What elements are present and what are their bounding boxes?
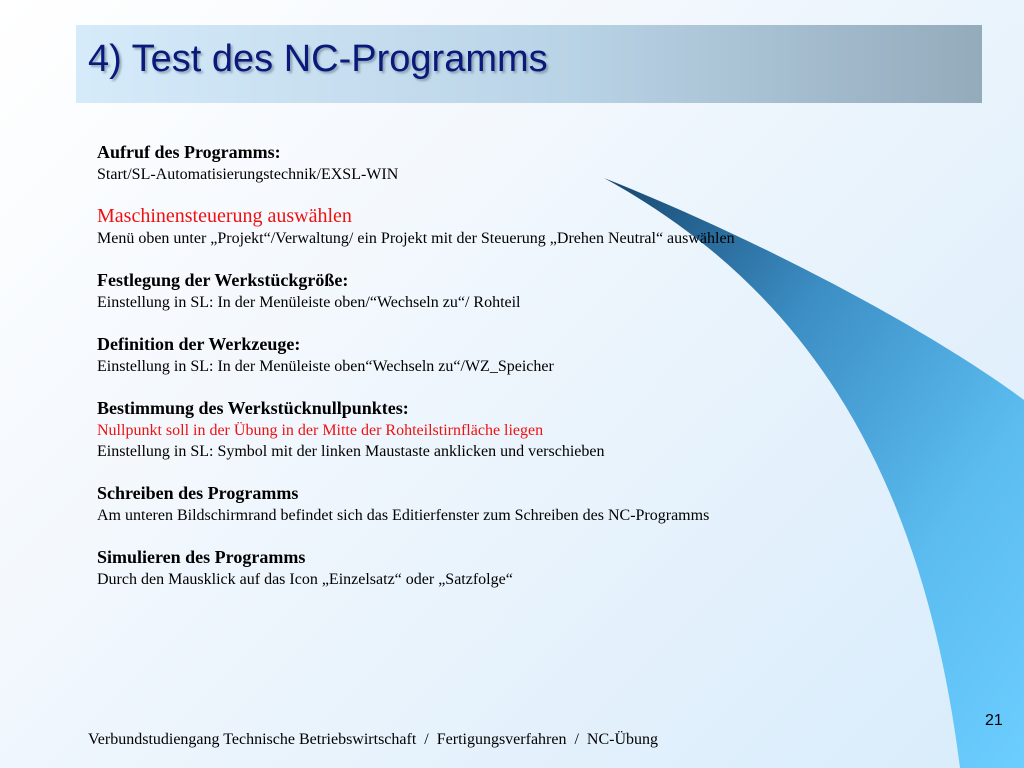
section-heading: Schreiben des Programms: [97, 483, 299, 503]
section-heading: Bestimmung des Werkstücknullpunktes:: [97, 398, 409, 418]
section-zero-point: [97, 396, 957, 462]
footer-course: Verbundstudiengang Technische Betriebswirtschaft: [88, 731, 417, 748]
section-heading: Definition der Werkzeuge:: [97, 334, 301, 354]
section-text: Durch den Mausklick auf das Icon „Einzelsatz“ oder „Satzfolge“: [97, 571, 513, 588]
section-text: Einstellung in SL: In der Menüleiste oben/“Wechseln zu“/ Rohteil: [97, 294, 521, 311]
section-heading: Simulieren des Programms: [97, 547, 306, 567]
section-machine-control: [97, 204, 957, 249]
page-number: 21: [985, 712, 1003, 729]
section-tools: [97, 332, 957, 377]
footer-topic: NC-Übung: [586, 731, 659, 748]
section-heading: Aufruf des Programms:: [97, 142, 281, 162]
slide-content: [97, 140, 957, 609]
section-text: Am unteren Bildschirmrand befindet sich das Editierfenster zum Schreiben des NC-Programms: [97, 507, 710, 524]
section-text: Einstellung in SL: Symbol mit der linken Maustaste anklicken und verschieben: [97, 443, 605, 460]
section-text: Start/SL-Automatisierungstechnik/EXSL-WIN: [97, 166, 399, 183]
section-text: Menü oben unter „Projekt“/Verwaltung/ ein Projekt mit der Steuerung „Drehen Neutral“ auswählen: [97, 230, 735, 247]
section-heading: Maschinensteuerung auswählen: [97, 205, 352, 227]
section-text: Einstellung in SL: In der Menüleiste oben“Wechseln zu“/WZ_Speicher: [97, 358, 554, 375]
section-simulate: [97, 545, 957, 590]
section-workpiece-size: [97, 268, 957, 313]
footer-subject: Fertigungsverfahren: [436, 731, 567, 748]
section-program-call: [97, 140, 957, 185]
footer-separator: /: [424, 731, 429, 748]
footer: [88, 731, 658, 749]
footer-separator: /: [574, 731, 579, 748]
section-write-program: [97, 481, 957, 526]
section-heading: Festlegung der Werkstückgröße:: [97, 270, 349, 290]
section-text-highlight: Nullpunkt soll in der Übung in der Mitte der Rohteilstirnfläche liegen: [97, 422, 544, 439]
slide-title: 4) Test des NC-Programms: [88, 38, 548, 80]
